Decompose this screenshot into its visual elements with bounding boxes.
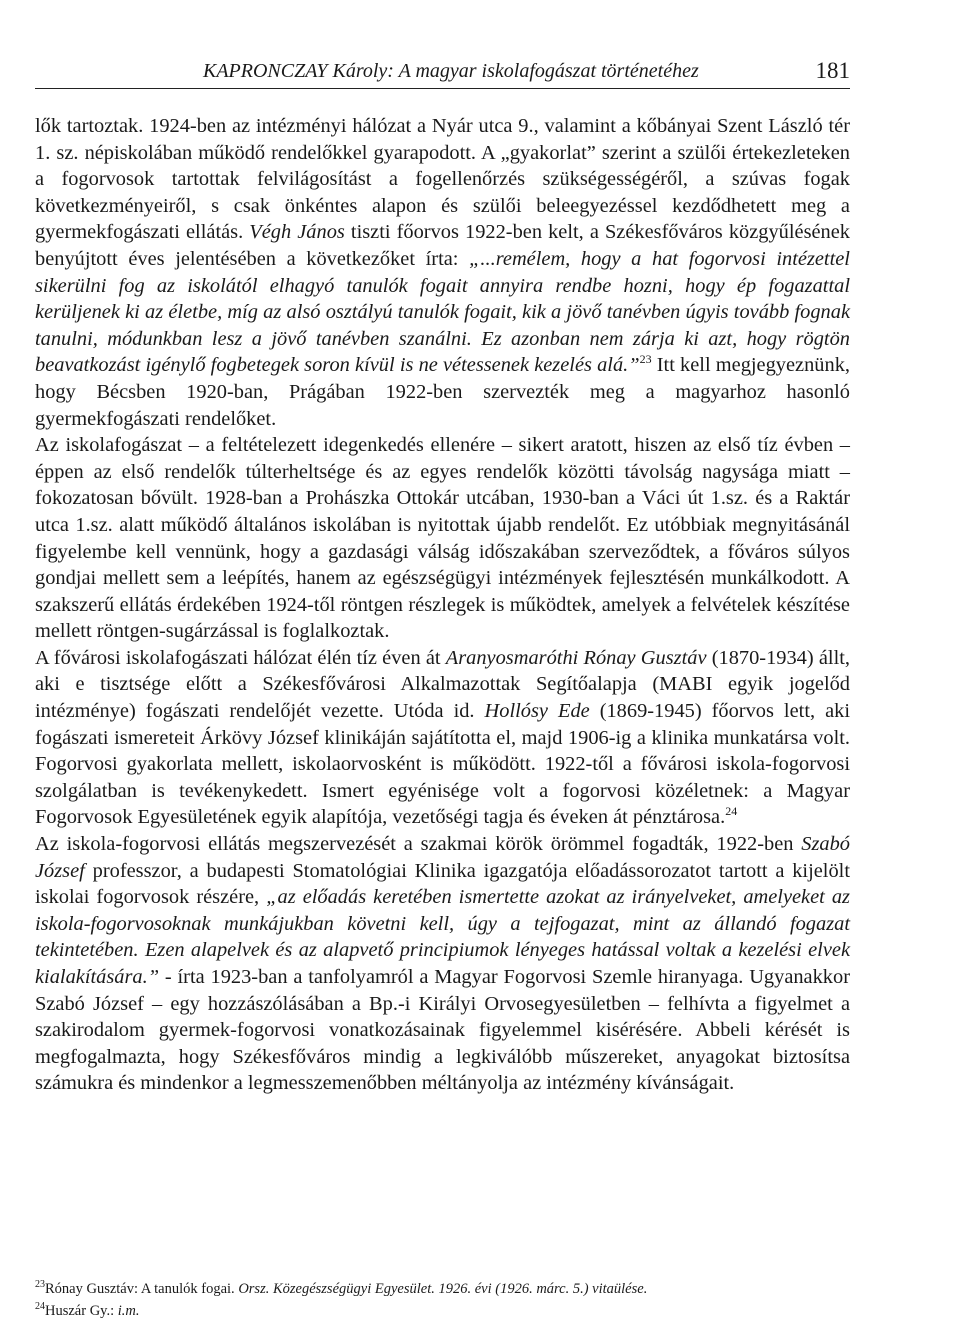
text-run: i.m. <box>117 1303 140 1319</box>
paragraph-1 <box>35 113 850 432</box>
paragraph-4 <box>35 831 850 1097</box>
paragraph-2 <box>35 432 850 645</box>
page-number: 181 <box>815 58 850 83</box>
text-run: Az iskolafogászat – a feltételezett idegenkedés ellenére – sikert aratott, hiszen az első tíz évben – éppen az első rendelők túlterheltsége és az egyes rendelők közötti távolság nagysága miatt – fokozatosan bővült. 1928-ban a Prohászka Ottokár utcában, 1930-ban a Váci út 1.sz. és a Raktár utca 1.sz. alatt működő általános iskolában is nyitottak újabb rendelőt. Ez utóbbiak megnyitásánál figyelembe kell vennünk, hogy a gazdasági válság időszakában szerveződtek, a főváros súlyos gondjai mellett sem a leépítés, hanem az egészségügyi intézmények fejlesztésén munkálkodott. A szakszerű ellátás érdekében 1924-től röntgen részlegek is működtek, amelyek a felvételek készítése mellett röntgen-sugárzással is foglalkoztak. <box>35 434 850 643</box>
text-run: - írta 1923-ban a tanfolyamról a Magyar Fogorvosi Szemle hiranyaga. Ugyanakkor Szabó József – egy hozzászólásában a Bp.-i Királyi Orvosegyesületben – felhívta a figyelmet a szakirodalom gyermek-fogorvosi vonatkozásainak figyelemmel kisérésére. Abbeli kérését is megfogalmazta, hogy Székesfőváros mindig a legkiválóbb műszereket, anyagokat biztosítsa számukra és mindenkor a legmesszemenőbben méltányolja az intézmény kívánságait. <box>35 966 850 1095</box>
person-name: Hollósy Ede <box>484 700 590 723</box>
paragraph-3 <box>35 645 850 831</box>
footnote-ref: 23 <box>639 352 652 367</box>
text-run: (1870-1934) állt, aki e tisztsége előtt a Székesfővárosi Alkalmazottak Segítőalapja (MABI egyik jogelőd intézménye) fogászati rendelőjét vezette. Utóda id. <box>35 646 850 723</box>
text-run: Huszár Gy.: <box>45 1303 118 1319</box>
text-run: A fővárosi iskolafogászati hálózat élén tíz éven át <box>35 646 446 669</box>
body-text <box>35 113 850 1097</box>
footnote-23 <box>35 1278 850 1300</box>
footnotes <box>35 1278 850 1322</box>
footnote-number: 23 <box>35 1279 45 1291</box>
footnote-24 <box>35 1300 850 1322</box>
person-name: Végh János <box>249 221 345 244</box>
text-run: (1869-1945) főorvos lett, aki fogászati ismereteit Árkövy József klinikáján sajátította el, majd 1906-ig a klinika munkatársa volt. Fogorvosi gyakorlata mellett, iskolaorvosként is működött. 1922-től a fővárosi iskola-fogorvosi szolgálatban is tevékenykedett. Ismert egyénisége volt a fogorvosi közéletnek: a Magyar Fogorvosok Egyesületének egyik alapítója, vezetőségi tagja és éveken át pénztárosa. <box>35 700 850 829</box>
text-run: tiszti főorvos 1922-ben kelt, a Székesfőváros közgyűlésének benyújtott éves jelentésében a következőket írta: <box>35 221 850 270</box>
footnote-number: 24 <box>35 1301 45 1313</box>
person-name: Szabó József <box>35 833 850 882</box>
footnote-ref: 24 <box>725 804 738 819</box>
text-run: professzor, a budapesti Stomatológiai Klinika igazgatója előadássorozatot tartott a kijelölt iskolai fogorvosok részére, <box>35 859 850 909</box>
text-run: Orsz. Közegészségügyi Egyesület. 1926. évi (1926. márc. 5.) vitaülése. <box>238 1281 648 1297</box>
running-header <box>35 58 850 89</box>
text-run: Az iskola-fogorvosi ellátás megszervezését a szakmai körök örömmel fogadták, 1922-ben <box>35 833 802 856</box>
quotation: „...remélem, hogy a hat fogorvosi intézettel sikerülni fog az iskolától elhagyó tanulók fogait annyira rendbe hozni, hogy ép fogazattal kerüljenek ki az életbe, míg az alsó osztályú tanulók fogait, kik a jövő tanévben úgyis tovább fognak tanulni, módunkban lesz a jövő tanévben szanálni. Ez azonban nem zárja ki azt, hogy rögtön beavatkozást igénylő fogbetegek soron kívül is ne vétessenek kezelés alá.” <box>35 247 850 377</box>
text-run: lők tartoztak. 1924-ben az intézményi hálózat a Nyár utca 9., valamint a kőbányai Szent László tér 1. sz. népiskolában működő rendelőkkel gyarapodott. A „gyakorlat” szerint a szülői értekezleteken a fogorvosok tartottak felvilágosítást a fogellenőrzés szükségességéről, a szúvas fogak következményeiről, s csak önkéntes alapon és szülői beleegyezéssel kezdődhetett meg a gyermekfogászati ellátás. <box>35 115 850 244</box>
text-run: Itt kell megjegyeznünk, hogy Bécsben 1920-ban, Prágában 1922-ben szervezték meg a magyarhoz hasonló gyermekfogászati rendelőket. <box>35 354 850 430</box>
quotation: „az előadás keretében ismertette azokat az irányelveket, amelyeket az iskola-fogorvosoknak munkájukban követni kell, úgy a tejfogazat, mint az állandó fogazat tekintetében. Ezen alapelvek és az alapvető principiumok lényeges hatással voltak a kezelési elvek kialakítására.” <box>35 886 850 988</box>
person-name: Aranyosmaróthi Rónay Gusztáv <box>445 646 707 669</box>
text-run: Rónay Gusztáv: A tanulók fogai. <box>45 1281 239 1297</box>
running-title: KAPRONCZAY Károly: A magyar iskolafogászat történetéhez <box>203 60 699 82</box>
